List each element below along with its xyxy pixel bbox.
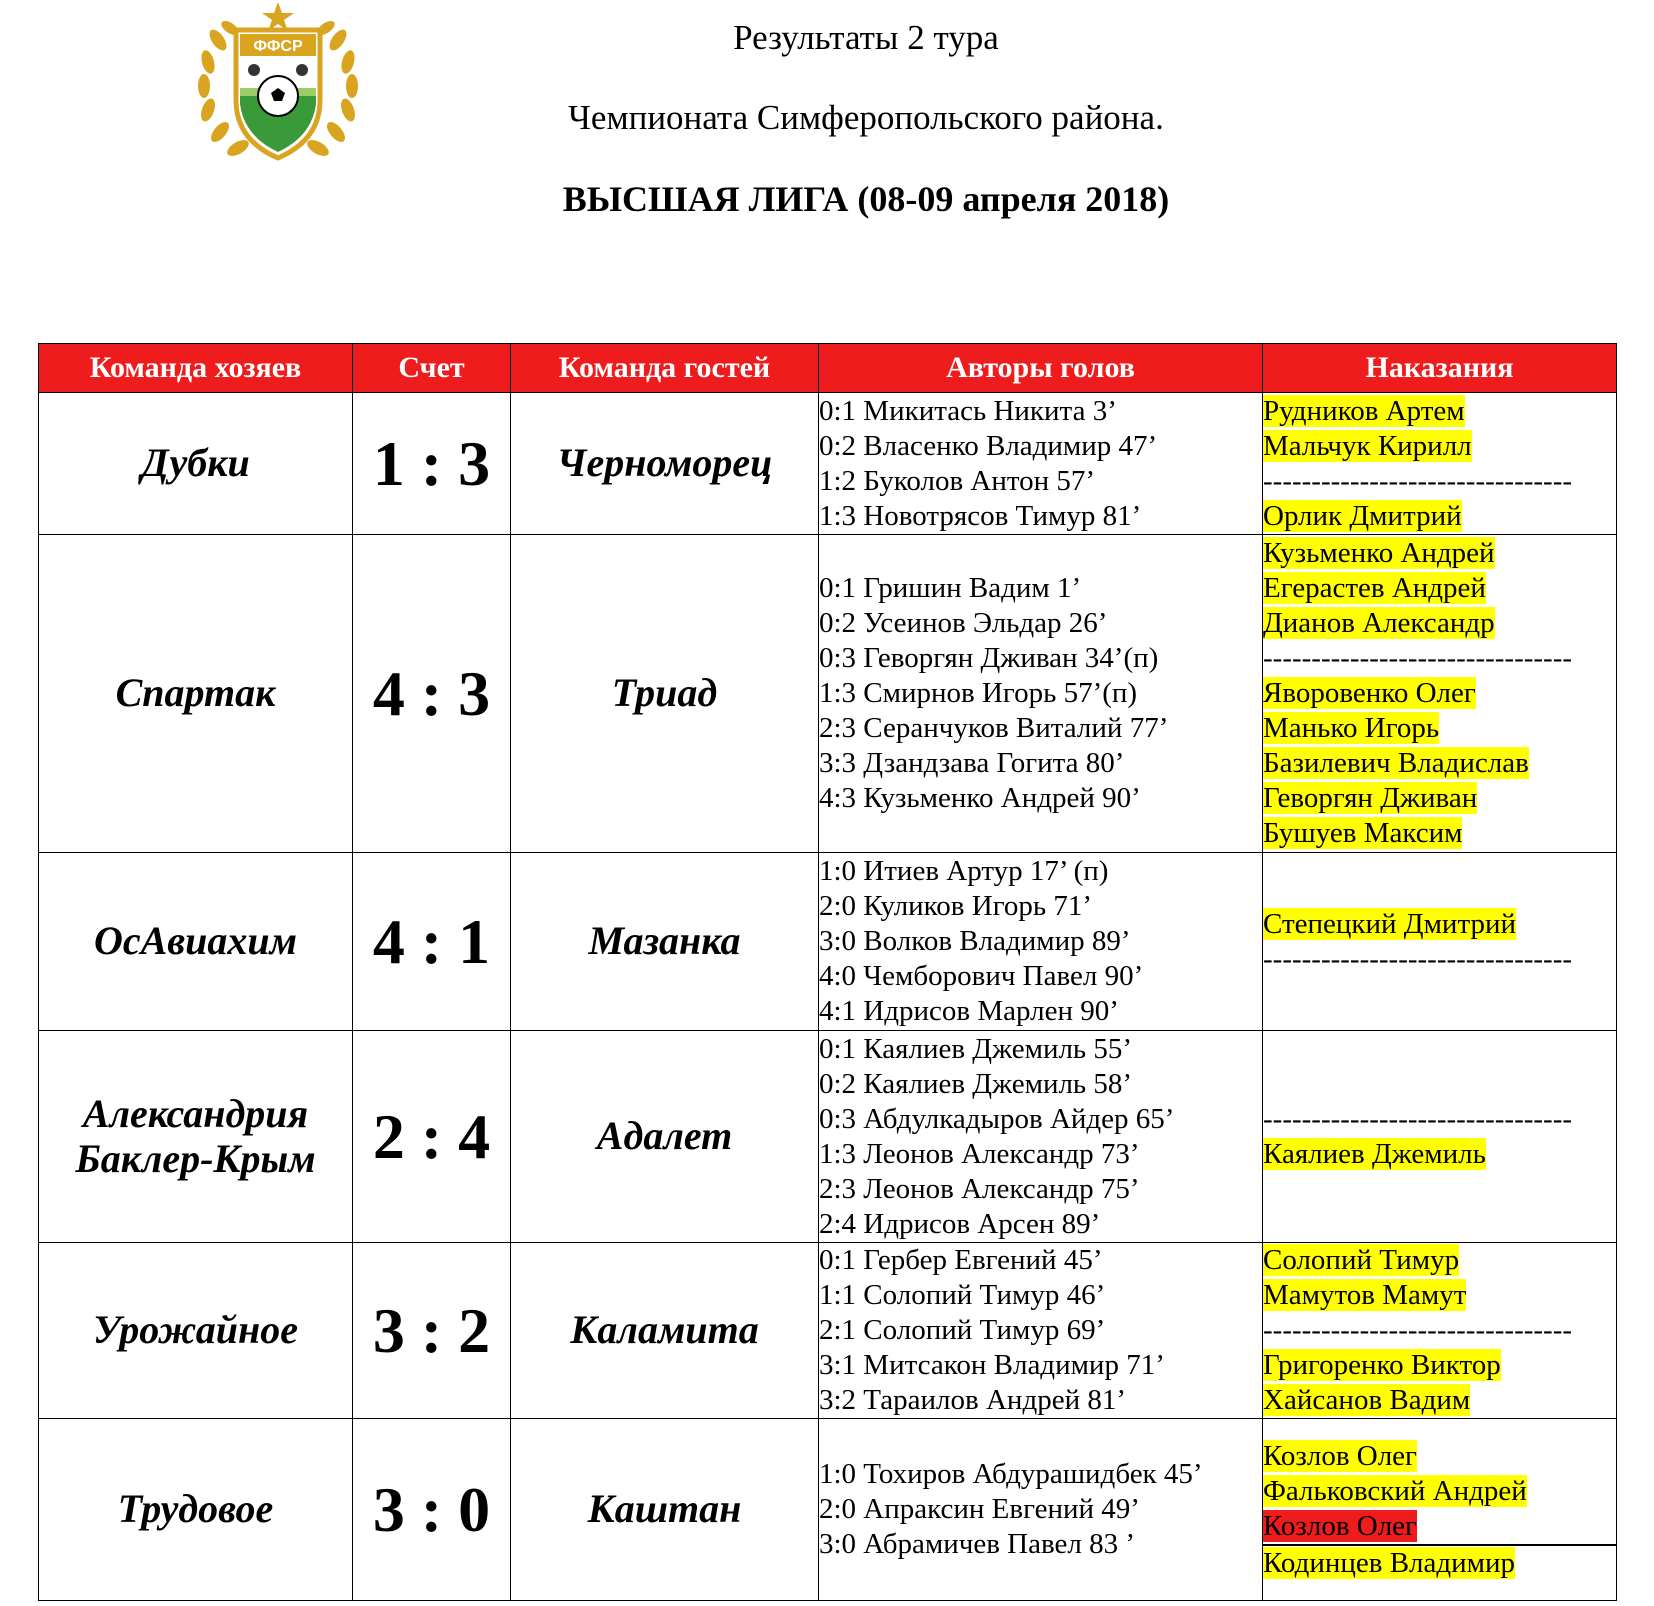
goal-entry: 4:1 Идрисов Марлен 90’: [819, 995, 1119, 1027]
goal-entry: 0:1 Гришин Вадим 1’: [819, 572, 1082, 604]
away-team: Мазанка: [511, 853, 819, 1031]
goal-scorers: [819, 1243, 1263, 1419]
goal-scorers: [819, 393, 1263, 535]
penalty-entry: [1263, 781, 1616, 816]
penalty-name: Фальковский Андрей: [1263, 1474, 1527, 1507]
goal-entry: 1:2 Буколов Антон 57’: [819, 464, 1096, 497]
penalty-name: Рудников Артем: [1263, 394, 1465, 427]
penalty-name: Солопий Тимур: [1263, 1244, 1460, 1276]
goal-entry: 3:3 Дзандзава Гогита 80’: [819, 747, 1125, 779]
title-championship: Чемпионата Симферопольского района.: [568, 98, 1164, 137]
penalty-divider: [1263, 1102, 1616, 1137]
penalty-entry: [1263, 1474, 1616, 1509]
match-score: 2 : 4: [353, 1031, 511, 1243]
goal-entry: 2:0 Куликов Игорь 71’: [819, 890, 1092, 922]
penalty-name: Мамутов Мамут: [1263, 1279, 1467, 1311]
header-away-team: Команда гостей: [511, 344, 819, 393]
goal-entry: 2:0 Апраксин Евгений 49’: [819, 1493, 1140, 1525]
penalties: [1263, 393, 1617, 535]
penalty-divider: [1263, 641, 1616, 676]
penalty-name: Григоренко Виктор: [1263, 1349, 1501, 1381]
goal-scorers: [819, 1419, 1263, 1601]
goal-entry: 1:3 Смирнов Игорь 57’(п): [819, 677, 1138, 709]
divider-dashes: --------------------------------: [1263, 1102, 1573, 1135]
divider-dashes: --------------------------------: [1263, 464, 1573, 497]
penalties: [1263, 1419, 1617, 1601]
table-body: [39, 393, 1617, 1601]
divider-dashes: --------------------------------: [1263, 942, 1573, 975]
table-row: [39, 1243, 1617, 1419]
goal-entry: 2:3 Леонов Александр 75’: [819, 1172, 1140, 1205]
home-team: Урожайное: [39, 1243, 353, 1419]
penalty-entry: [1263, 1278, 1616, 1313]
goal-entry: 0:2 Власенко Владимир 47’: [819, 429, 1158, 462]
penalty-name: Геворгян Дживан: [1263, 782, 1478, 814]
home-team: Трудовое: [39, 1419, 353, 1601]
penalties: [1263, 853, 1617, 1031]
penalty-entry: [1263, 394, 1616, 429]
away-team: Черноморец: [511, 393, 819, 535]
penalty-name: Орлик Дмитрий: [1263, 499, 1462, 532]
divider-dashes: --------------------------------: [1263, 642, 1573, 674]
header-score: Счет: [353, 344, 511, 393]
penalty-entry: [1263, 907, 1616, 942]
goal-entry: 0:3 Геворгян Дживан 34’(п): [819, 642, 1159, 674]
goal-entry: 1:1 Солопий Тимур 46’: [819, 1279, 1106, 1311]
penalty-entry: [1263, 746, 1616, 781]
header-penalties: Наказания: [1263, 344, 1617, 393]
penalty-entry: [1263, 711, 1616, 746]
penalty-name: Кодинцев Владимир: [1263, 1546, 1516, 1579]
table-header-row: [39, 344, 1617, 393]
goal-entry: 4:0 Чемборович Павел 90’: [819, 960, 1144, 992]
goal-entry: 0:1 Гербер Евгений 45’: [819, 1244, 1103, 1276]
penalty-name: Козлов Олег: [1263, 1439, 1417, 1472]
home-team-line: Александрия: [82, 1090, 309, 1136]
home-team: ОсАвиахим: [39, 853, 353, 1031]
penalty-name: Бушуев Максим: [1263, 817, 1463, 849]
penalty-entry: [1263, 1509, 1616, 1546]
penalty-divider: [1263, 942, 1616, 977]
title-league: ВЫСШАЯ ЛИГА (08-09 апреля 2018): [562, 179, 1170, 219]
penalty-entry: [1263, 1439, 1616, 1474]
match-score: 3 : 2: [353, 1243, 511, 1419]
goal-entry: 0:2 Каялиев Джемиль 58’: [819, 1067, 1133, 1100]
home-team-line: Баклер-Крым: [75, 1135, 316, 1181]
penalty-name: Базилевич Владислав: [1263, 747, 1529, 779]
penalty-divider: [1263, 464, 1616, 499]
penalty-name: Манько Игорь: [1263, 712, 1440, 744]
penalty-entry: [1263, 1348, 1616, 1383]
goal-entry: 1:0 Тохиров Абдурашидбек 45’: [819, 1458, 1203, 1490]
penalties: [1263, 535, 1617, 853]
penalty-divider: [1263, 1313, 1616, 1348]
title-round: Результаты 2 тура: [733, 18, 999, 57]
goal-entry: 2:4 Идрисов Арсен 89’: [819, 1207, 1101, 1240]
penalty-entry: [1263, 571, 1616, 606]
penalty-name-red-card: Козлов Олег: [1263, 1509, 1417, 1542]
goal-entry: 2:3 Серанчуков Виталий 77’: [819, 712, 1169, 744]
penalty-name: Дианов Александр: [1263, 607, 1495, 639]
goal-scorers: [819, 535, 1263, 853]
away-team: Каламита: [511, 1243, 819, 1419]
goal-entry: 4:3 Кузьменко Андрей 90’: [819, 782, 1141, 814]
penalty-name: Егерастев Андрей: [1263, 572, 1486, 604]
table-row: [39, 1031, 1617, 1243]
goal-entry: 0:1 Микитась Никита 3’: [819, 394, 1117, 427]
home-team: [39, 1031, 353, 1243]
goal-entry: 3:2 Тараилов Андрей 81’: [819, 1384, 1126, 1416]
penalty-entry: [1263, 1546, 1616, 1581]
goal-entry: 1:3 Леонов Александр 73’: [819, 1137, 1140, 1170]
logo-text: ФФСР: [253, 38, 303, 55]
penalty-entry: [1263, 1383, 1616, 1418]
penalty-name: Хайсанов Вадим: [1263, 1384, 1471, 1416]
goal-entry: 0:3 Абдулкадыров Айдер 65’: [819, 1102, 1175, 1135]
penalty-entry: [1263, 676, 1616, 711]
table-row: [39, 393, 1617, 535]
goal-entry: 3:0 Волков Владимир 89’: [819, 925, 1131, 957]
penalty-entry: [1263, 1243, 1616, 1278]
table-row: [39, 853, 1617, 1031]
penalty-entry: [1263, 429, 1616, 464]
penalty-entry: [1263, 816, 1616, 851]
goal-entry: 3:0 Абрамичев Павел 83 ’: [819, 1528, 1136, 1560]
goal-entry: 2:1 Солопий Тимур 69’: [819, 1314, 1106, 1346]
table-row: [39, 535, 1617, 853]
match-score: 1 : 3: [353, 393, 511, 535]
goal-entry: 0:1 Каялиев Джемиль 55’: [819, 1032, 1133, 1065]
penalty-entry: [1263, 499, 1616, 534]
penalty-entry: [1263, 1137, 1616, 1172]
penalty-name: Кузьменко Андрей: [1263, 537, 1495, 569]
penalty-entry: [1263, 536, 1616, 571]
away-team: Адалет: [511, 1031, 819, 1243]
match-score: 4 : 1: [353, 853, 511, 1031]
match-score: 4 : 3: [353, 535, 511, 853]
home-team: Спартак: [39, 535, 353, 853]
header-home-team: Команда хозяев: [39, 344, 353, 393]
divider-dashes: --------------------------------: [1263, 1314, 1573, 1346]
header-goal-scorers: Авторы голов: [819, 344, 1263, 393]
goal-entry: 1:3 Новотрясов Тимур 81’: [819, 499, 1142, 532]
ffsr-logo: [188, 0, 368, 172]
penalty-name: Каялиев Джемиль: [1263, 1137, 1486, 1170]
penalties: [1263, 1243, 1617, 1419]
goal-scorers: [819, 1031, 1263, 1243]
penalties: [1263, 1031, 1617, 1243]
goal-entry: 0:2 Усеинов Эльдар 26’: [819, 607, 1108, 639]
penalty-name: Яворовенко Олег: [1263, 677, 1476, 709]
home-team: Дубки: [39, 393, 353, 535]
table-row: [39, 1419, 1617, 1601]
away-team: Каштан: [511, 1419, 819, 1601]
results-table: [38, 343, 1617, 1601]
match-score: 3 : 0: [353, 1419, 511, 1601]
penalty-entry: [1263, 606, 1616, 641]
goal-entry: 3:1 Митсакон Владимир 71’: [819, 1349, 1165, 1381]
penalty-name: Мальчук Кирилл: [1263, 429, 1472, 462]
penalty-name: Степецкий Дмитрий: [1263, 907, 1517, 940]
away-team: Триад: [511, 535, 819, 853]
goal-entry: 1:0 Итиев Артур 17’ (п): [819, 855, 1109, 887]
goal-scorers: [819, 853, 1263, 1031]
